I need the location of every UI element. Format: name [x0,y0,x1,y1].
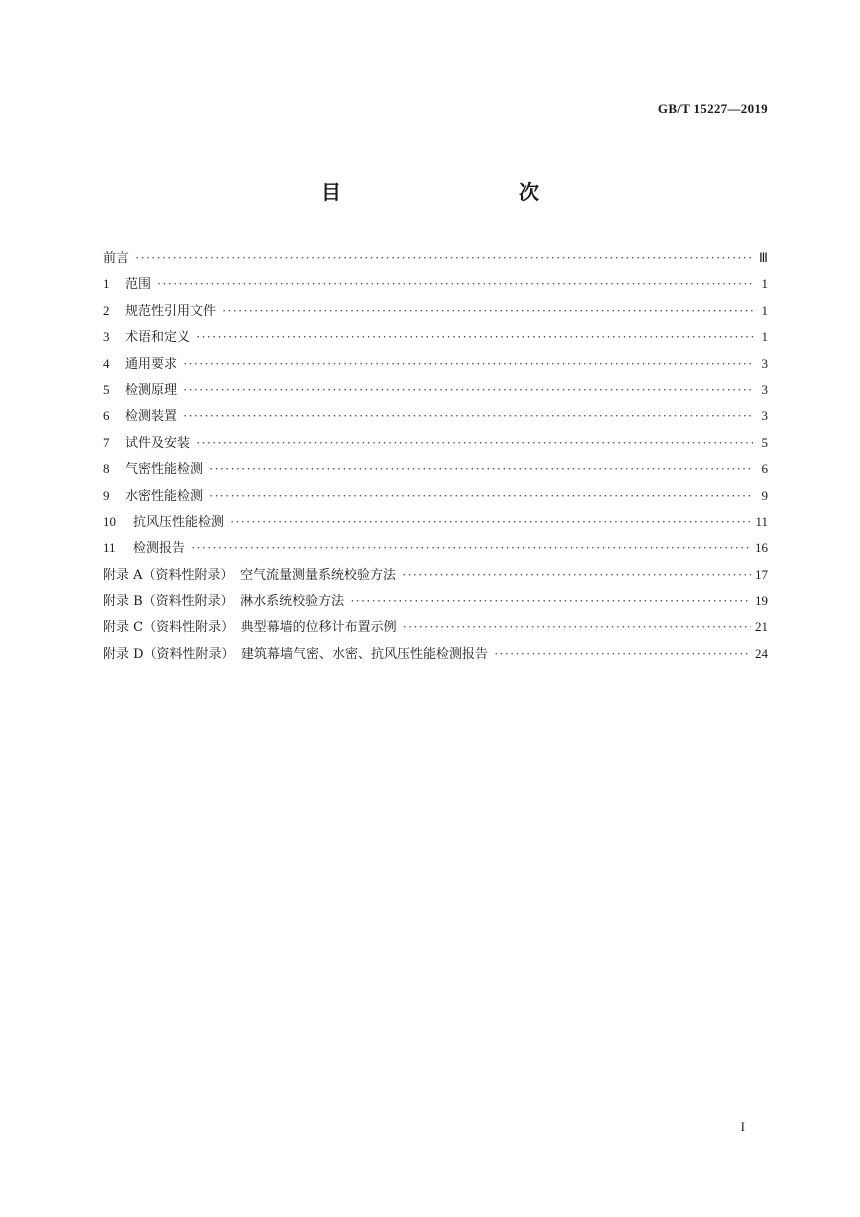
dot-leader [230,509,751,535]
dot-leader [196,324,754,350]
dot-leader [183,403,754,429]
toc-entry-label: 试件及安装 [125,435,191,451]
toc-entry-9[interactable] [103,483,768,509]
dot-leader [403,614,751,640]
toc-entry-label: 附录 C（资料性附录） 典型幕墙的位移计布置示例 [103,620,397,636]
toc-entry-number: 2 [103,302,110,318]
footer-page-number: I [740,1119,745,1134]
toc-entry-label: 规范性引用文件 [125,303,217,319]
toc-entry-page: 19 [755,593,768,609]
dot-leader [196,430,754,456]
toc-entry-page: 21 [755,619,768,635]
toc-entry-number: 11 [103,540,116,556]
toc-entry-number: 1 [103,276,110,292]
toc-entry-label: 术语和定义 [125,330,191,346]
toc-entry-4[interactable] [103,351,768,377]
toc-entry-page: 1 [761,276,768,292]
toc-entry-label: 范围 [125,277,152,293]
toc-entry-2[interactable] [103,298,768,324]
toc-entry-1[interactable] [103,271,768,297]
toc-entry-appendix-c[interactable] [103,614,768,640]
toc-entry-page: 9 [761,487,768,503]
toc-entry-7[interactable] [103,430,768,456]
toc-entry-page: 24 [755,645,768,661]
toc-entry-6[interactable] [103,403,768,429]
toc-entry-label: 前言 [103,251,130,266]
dot-leader [191,535,751,561]
toc-entry-10[interactable] [103,509,768,535]
dot-leader [402,562,751,588]
toc-entry-page: 16 [755,540,768,556]
toc-entry-page: 17 [755,566,768,582]
toc-entry-page: 1 [761,329,768,345]
toc-entry-label: 附录 D（资料性附录） 建筑幕墙气密、水密、抗风压性能检测报告 [103,646,489,662]
toc-entry-page: 3 [761,381,768,397]
dot-leader [183,351,754,377]
toc-entry-label: 附录 B（资料性附录） 淋水系统校验方法 [103,594,345,610]
dot-leader [222,298,754,324]
toc-entry-number: 4 [103,355,110,371]
dot-leader [350,588,751,614]
toc-entry-number: 9 [103,487,110,503]
toc-entry-page: 1 [761,302,768,318]
dot-leader [494,641,751,667]
toc-entry-3[interactable] [103,324,768,350]
toc-entry-appendix-a[interactable] [103,562,768,588]
toc-entry-label: 检测装置 [125,409,178,425]
toc-entry-label: 抗风压性能检测 [133,514,225,530]
toc-entry-page: 11 [755,513,768,529]
toc-title: 目 次 [321,180,585,204]
toc-entry-label: 检测原理 [125,382,178,398]
toc-entry-5[interactable] [103,377,768,403]
toc-entry-foreword[interactable] [103,245,768,271]
dot-leader [135,245,754,271]
toc-entry-appendix-d[interactable] [103,641,768,667]
dot-leader [157,271,754,297]
toc-entry-appendix-b[interactable] [103,588,768,614]
toc-entry-label: 水密性能检测 [125,488,204,504]
standard-code: GB/T 15227—2019 [657,101,768,116]
toc-entry-number: 10 [103,513,116,529]
toc-entry-label: 气密性能检测 [125,462,204,478]
toc-entry-number: 7 [103,434,110,450]
toc-entry-label: 通用要求 [125,356,178,372]
toc-entry-number: 3 [103,329,110,345]
dot-leader [209,456,754,482]
toc-entry-page: Ⅲ [759,250,768,265]
toc-entry-page: 3 [761,355,768,371]
toc-entry-label: 检测报告 [133,541,186,557]
toc-entry-page: 5 [761,434,768,450]
toc-entry-label: 附录 A（资料性附录） 空气流量测量系统校验方法 [103,567,397,583]
dot-leader [183,377,754,403]
table-of-contents [103,245,768,667]
dot-leader [209,483,754,509]
toc-entry-number: 5 [103,381,110,397]
toc-entry-11[interactable] [103,535,768,561]
toc-entry-number: 6 [103,408,110,424]
toc-entry-page: 6 [761,461,768,477]
toc-entry-number: 8 [103,461,110,477]
toc-entry-page: 3 [761,408,768,424]
toc-entry-8[interactable] [103,456,768,482]
